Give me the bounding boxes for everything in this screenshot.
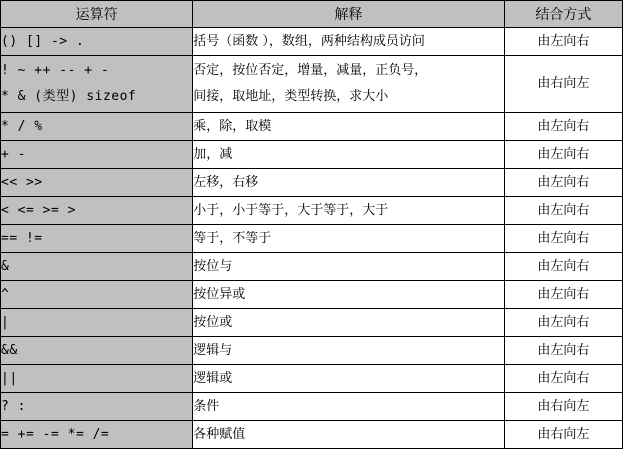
operator-line-1: ? : bbox=[1, 398, 26, 414]
table-body bbox=[1, 28, 623, 449]
description-line-1: 否定，按位否定，增量，减量，正负号， bbox=[193, 63, 428, 78]
cell-associativity: 由左向右 bbox=[504, 309, 622, 337]
description-line-1: 左移，右移 bbox=[193, 174, 259, 190]
description-line-1: 逻辑与 bbox=[193, 342, 233, 358]
description-line-1: 条件 bbox=[193, 398, 220, 414]
cell-associativity: 由左向右 bbox=[504, 197, 622, 225]
column-header-description: 解释 bbox=[193, 1, 505, 28]
table-row bbox=[1, 421, 623, 449]
cell-description bbox=[193, 393, 505, 421]
cell-description bbox=[193, 309, 505, 337]
cell-operator bbox=[1, 253, 193, 281]
cell-associativity: 由左向右 bbox=[504, 113, 622, 141]
cell-description bbox=[193, 281, 505, 309]
operator-line-1: && bbox=[1, 342, 18, 358]
table-row bbox=[1, 393, 623, 421]
operator-line-1: & bbox=[1, 258, 10, 274]
description-line-1: 按位异或 bbox=[193, 286, 246, 302]
description-line-2: 间接，取地址，类型转换，求大小 bbox=[193, 89, 389, 104]
table-row bbox=[1, 141, 623, 169]
operator-line-1: () [] -> . bbox=[1, 33, 85, 49]
cell-associativity: 由右向左 bbox=[504, 421, 622, 449]
table-row bbox=[1, 113, 623, 141]
cell-associativity: 由左向右 bbox=[504, 169, 622, 197]
cell-operator bbox=[1, 309, 193, 337]
description-line-1: 乘，除，取模 bbox=[193, 118, 272, 134]
cell-operator bbox=[1, 337, 193, 365]
cell-description bbox=[193, 56, 505, 113]
table-row bbox=[1, 365, 623, 393]
operator-line-2: * & (类型) sizeof bbox=[1, 89, 137, 104]
table-header-row bbox=[1, 1, 623, 28]
cell-associativity: 由右向左 bbox=[504, 393, 622, 421]
cell-operator bbox=[1, 421, 193, 449]
cell-operator bbox=[1, 281, 193, 309]
description-line-1: 小于，小于等于，大于等于，大于 bbox=[193, 202, 389, 218]
cell-description bbox=[193, 421, 505, 449]
cell-associativity: 由右向左 bbox=[504, 56, 622, 113]
table-row bbox=[1, 28, 623, 56]
operator-line-1: | bbox=[1, 314, 10, 330]
description-line-1: 等于，不等于 bbox=[193, 230, 272, 246]
operator-line-1: * / % bbox=[1, 118, 43, 134]
operator-line-1: || bbox=[1, 370, 18, 386]
description-line-1: 按位与 bbox=[193, 258, 233, 274]
table-row bbox=[1, 309, 623, 337]
column-header-associativity: 结合方式 bbox=[504, 1, 622, 28]
cell-description bbox=[193, 365, 505, 393]
operator-line-1: < <= >= > bbox=[1, 202, 76, 218]
description-line-1: 加，减 bbox=[193, 146, 233, 162]
cell-description bbox=[193, 169, 505, 197]
table-row bbox=[1, 169, 623, 197]
operator-line-1: << >> bbox=[1, 174, 43, 190]
operator-line-1: = += -= *= /= bbox=[1, 426, 110, 442]
description-line-1: 各种赋值 bbox=[193, 426, 246, 442]
cell-operator bbox=[1, 365, 193, 393]
cell-description bbox=[193, 197, 505, 225]
cell-description bbox=[193, 253, 505, 281]
cell-associativity: 由左向右 bbox=[504, 253, 622, 281]
cell-associativity: 由左向右 bbox=[504, 28, 622, 56]
cell-description bbox=[193, 225, 505, 253]
table-row bbox=[1, 197, 623, 225]
cell-description bbox=[193, 141, 505, 169]
cell-description bbox=[193, 337, 505, 365]
cell-associativity: 由左向右 bbox=[504, 337, 622, 365]
operator-line-1: ! ~ ++ -- + - bbox=[1, 63, 110, 78]
table-row bbox=[1, 56, 623, 113]
operator-line-1: == != bbox=[1, 230, 43, 246]
cell-description bbox=[193, 28, 505, 56]
table-row bbox=[1, 337, 623, 365]
cell-operator bbox=[1, 28, 193, 56]
cell-operator bbox=[1, 169, 193, 197]
cell-associativity: 由左向右 bbox=[504, 141, 622, 169]
cell-operator bbox=[1, 225, 193, 253]
cell-operator bbox=[1, 393, 193, 421]
table-row bbox=[1, 225, 623, 253]
table-row bbox=[1, 281, 623, 309]
description-line-1: 括号（函数 ），数组，两种结构成员访问 bbox=[193, 33, 425, 49]
cell-operator bbox=[1, 197, 193, 225]
cell-associativity: 由左向右 bbox=[504, 365, 622, 393]
cell-operator bbox=[1, 56, 193, 113]
cell-description bbox=[193, 113, 505, 141]
operator-line-1: + - bbox=[1, 146, 26, 162]
cell-associativity: 由左向右 bbox=[504, 225, 622, 253]
description-line-1: 逻辑或 bbox=[193, 370, 233, 386]
operator-line-1: ^ bbox=[1, 286, 10, 302]
cell-associativity: 由左向右 bbox=[504, 281, 622, 309]
description-line-1: 按位或 bbox=[193, 314, 233, 330]
cell-operator bbox=[1, 141, 193, 169]
column-header-operator: 运算符 bbox=[1, 1, 193, 28]
cell-operator bbox=[1, 113, 193, 141]
table-row bbox=[1, 253, 623, 281]
